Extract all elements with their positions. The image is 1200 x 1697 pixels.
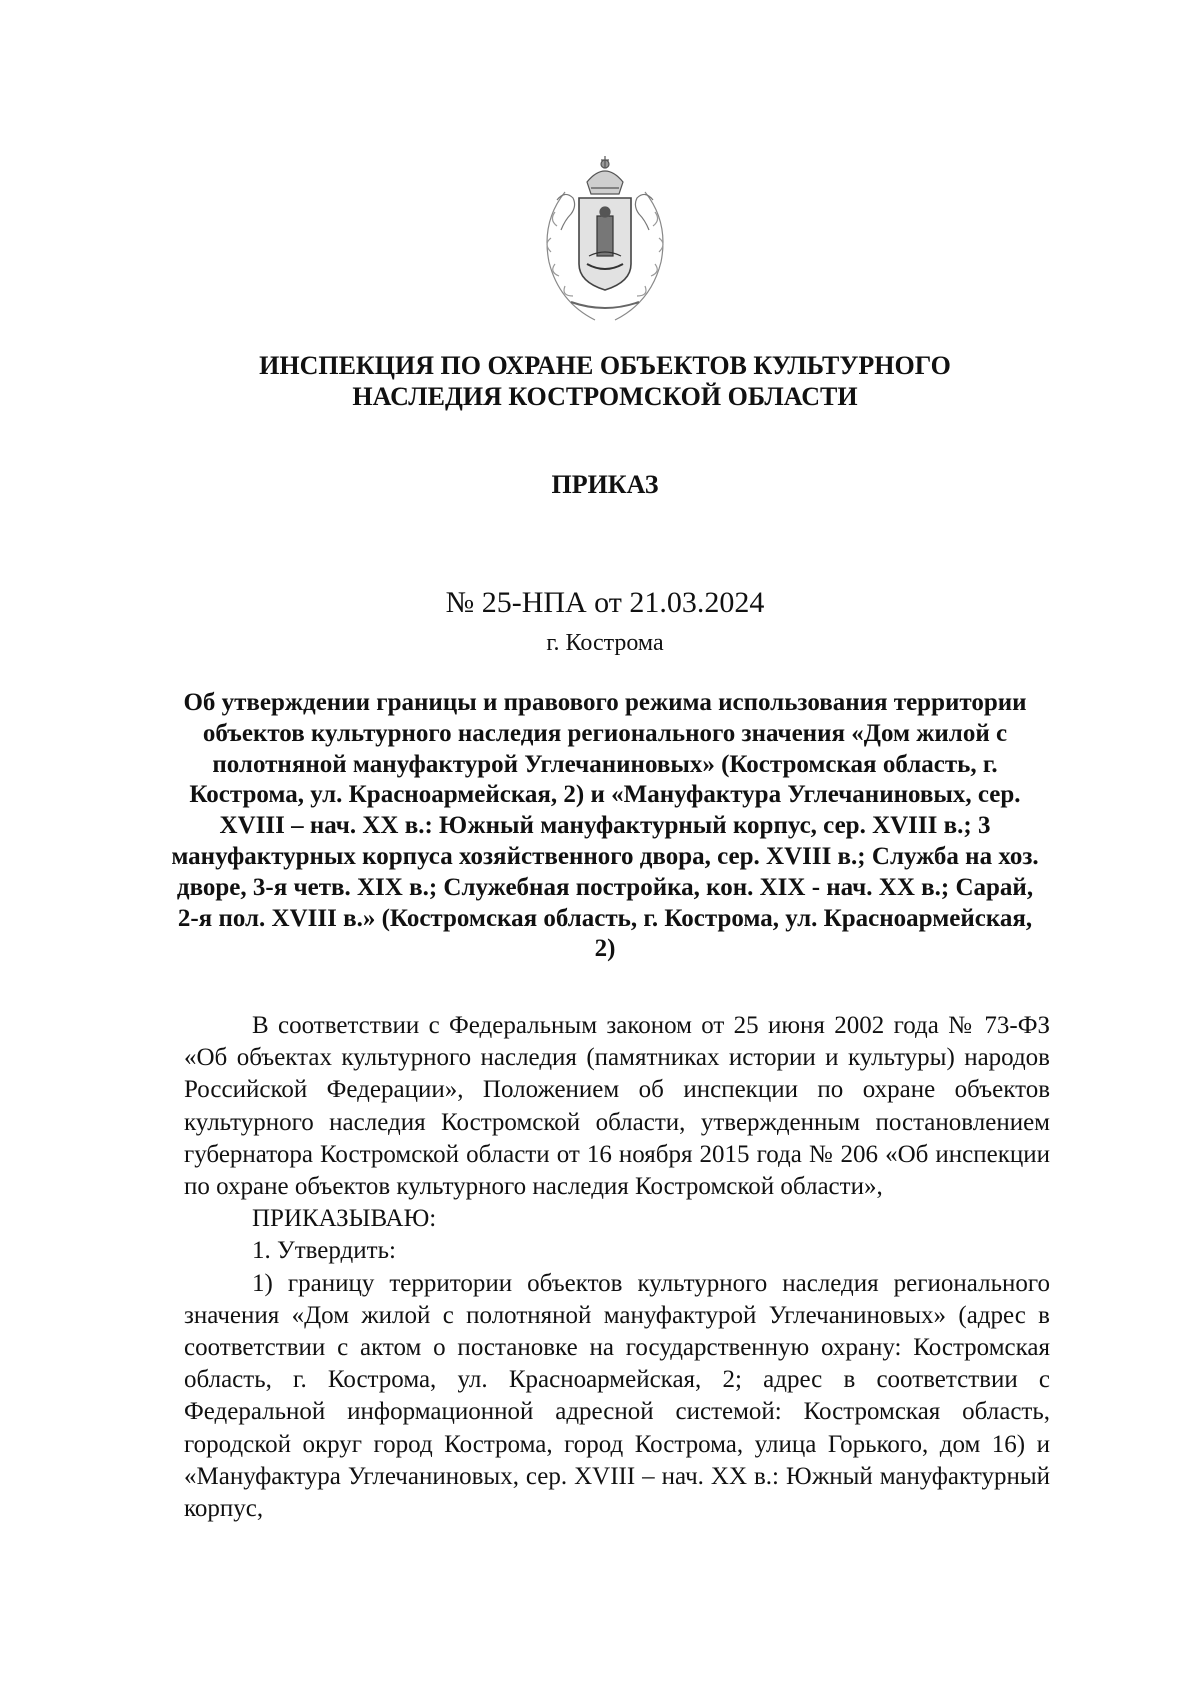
city: г. Кострома (546, 630, 664, 656)
order-word: ПРИКАЗЫВАЮ: (252, 1205, 437, 1233)
order-number: № 25-НПА от 21.03.2024 (445, 586, 765, 619)
document-type: ПРИКАЗ (551, 470, 659, 499)
coat-of-arms-icon (535, 152, 675, 324)
agency-line-1: ИНСПЕКЦИЯ ПО ОХРАНЕ ОБЪЕКТОВ КУЛЬТУРНОГО (259, 351, 951, 380)
item-1: 1. Утвердить: (252, 1237, 396, 1265)
preamble-paragraph: В соответствии с Федеральным законом от 25 июня 2002 года № 73-ФЗ «Об объектах культурного наследия (памятниках истории и культуры) народов Российской Федерации», Положением об инспекции по охране объектов культурного наследия Костромской области, утвержденным постановлением губернатора Костромской области от 16 ноября 2015 года № 206 «Об инспекции по охране объектов культурного наследия Костромской области», (184, 1012, 1050, 1201)
order-body (184, 1010, 1050, 1525)
subitem-1: 1) границу территории объектов культурного наследия регионального значения «Дом жилой с полотняной мануфактурой Углечаниновых» (адрес в соответствии с актом о постановке на государственную охрану: Костромская область, г. Кострома, ул. Красноармейская, 2; адрес в соответствии с Федеральной информационной адресной системой: Костромская область, городской округ город Кострома, город Кострома, улица Горького, дом 16) и «Мануфактура Углечаниновых, сер. XVIII – нач. XX в.: Южный мануфактурный корпус, (184, 1269, 1050, 1523)
agency-line-2: НАСЛЕДИЯ КОСТРОМСКОЙ ОБЛАСТИ (352, 382, 858, 411)
order-title: Об утверждении границы и правового режима использования территории объектов культурного наследия регионального значения «Дом жилой с полотняной мануфактурой Углечаниновых» (Костромская область, г. Кострома, ул. Красноармейская, 2) и «Мануфактура Углечаниновых, сер. XVIII – нач. XX в.: Южный мануфактурный корпус, сер. XVIII в.; 3 мануфактурных корпуса хозяйственного двора, сер. XVIII в.; Служба на хоз. дворе, 3-я четв. XIX в.; Служебная постройка, кон. XIX - нач. XX в.; Сарай, 2-я пол. XVIII в.» (Костромская область, г. Кострома, ул. Красноармейская, 2) (171, 689, 1039, 963)
agency-name (170, 350, 1040, 412)
